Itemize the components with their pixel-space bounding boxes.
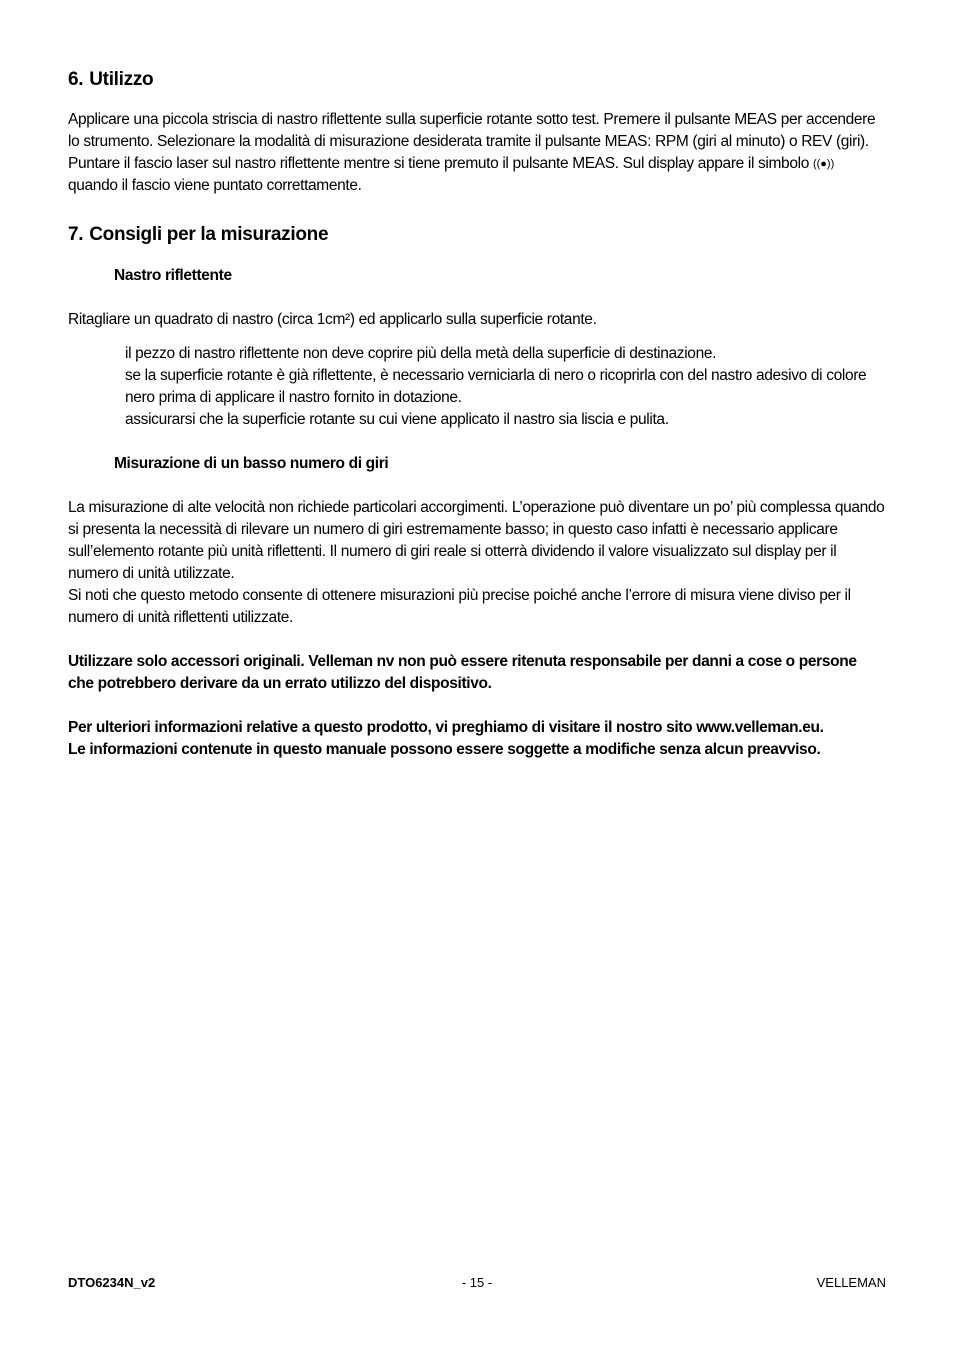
subsection-low-rpm-paragraph-2: Si noti che questo metodo consente di ottenere misurazioni più precise poiché anche l’errore di misura viene diviso per il numero di unità riflettenti utilizzate. [68,587,851,626]
list-item: il pezzo di nastro riflettente non deve coprire più della metà della superficie di destinazione. [125,345,717,362]
subsection-reflective-tape-title: Nastro riflettente [114,267,232,284]
disclaimer-notice: Utilizzare solo accessori originali. Velleman nv non può essere ritenuta responsabile per danni a cose o persone che potrebbero derivare da un errato utilizzo del dispositivo. [68,653,857,692]
section-6-text-start: Applicare una piccola striscia di nastro riflettente sulla superficie rotante sotto test. Premere il pulsante MEAS per accendere lo strumento. Selezionare la modalità di misurazione desiderata tramite il pulsante MEAS: RPM (giri al minuto) o REV (giri). Puntare il fascio laser sul nastro riflettente mentre si tiene premuto il pulsante MEAS. Sul display appare il simbolo [68,111,876,172]
section-6-title: Utilizzo [89,69,154,90]
footer-brand: VELLEMAN [816,1275,886,1290]
section-6-number: 6. [68,69,84,90]
section-6-heading [68,66,886,94]
subsection-low-rpm-title: Misurazione di un basso numero di giri [114,455,389,472]
info-notice-line-2: Le informazioni contenute in questo manuale possono essere soggette a modifiche senza alcun preavviso. [68,741,821,758]
subsection-low-rpm-paragraph-1: La misurazione di alte velocità non richiede particolari accorgimenti. L’operazione può diventare un po’ più complessa quando si presenta la necessità di rilevare un numero di giri estremamente basso; in questo caso infatti è necessario applicare sull’elemento rotante più unità riflettenti. Il numero di giri reale si otterrà dividendo il valore visualizzato sul display per il numero di unità utilizzate. [68,499,885,582]
page-content [68,66,886,761]
footer-doc-code: DTO6234N_v2 [68,1275,156,1290]
section-6-paragraph [68,109,886,197]
footer-page-number: - 15 - [461,1275,493,1290]
list-item: se la superficie rotante è già riflettente, è necessario verniciarla di nero o ricoprirla con del nastro adesivo di colore nero prima di applicare il nastro fornito in dotazione. [125,367,867,406]
info-notice-line-1: Per ulteriori informazioni relative a questo prodotto, vi preghiamo di visitare il nostro sito www.velleman.eu. [68,719,824,736]
list-item: assicurarsi che la superficie rotante su cui viene applicato il nastro sia liscia e pulita. [125,411,669,428]
section-7-title: Consigli per la misurazione [89,224,329,245]
laser-signal-icon: ((●)) [812,158,835,170]
section-7-heading [68,221,886,249]
page-footer [68,1274,886,1292]
section-7-number: 7. [68,224,84,245]
reflective-tape-list [125,343,886,431]
section-6-text-end: quando il fascio viene puntato correttamente. [68,177,362,194]
subsection-reflective-tape-intro: Ritagliare un quadrato di nastro (circa 1cm²) ed applicarlo sulla superficie rotante. [68,311,597,328]
